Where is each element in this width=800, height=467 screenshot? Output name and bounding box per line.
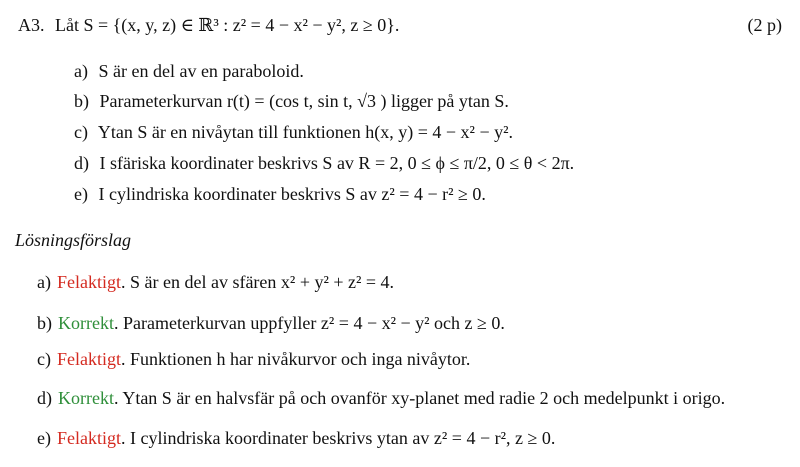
problem-statement [18,14,399,36]
statement-label: a) [74,61,88,81]
statement-text: S är en del av en paraboloid. [98,61,304,81]
problem-text: Låt S = {(x, y, z) ∈ ℝ³ : z² = 4 − x² − y², z ≥ 0}. [55,15,400,35]
solution-label: d) [37,388,52,408]
statement-text: Parameterkurvan r(t) = (cos t, sin t, √3 ) ligger på ytan S. [99,91,509,111]
verdict-false: Felaktigt [56,272,121,292]
solution-label: e) [37,428,51,448]
statement-text: I sfäriska koordinater beskrivs S av R = 2, 0 ≤ ϕ ≤ π/2, 0 ≤ θ < 2π. [99,153,575,173]
solution-label: c) [37,349,51,369]
solution-d [37,387,725,409]
solution-e [37,427,555,449]
verdict-true: Korrekt [58,313,114,333]
statement-text: I cylindriska koordinater beskrivs S av z² = 4 − r² ≥ 0. [98,184,486,204]
solution-text: . Parameterkurvan uppfyller z² = 4 − x² − y² och z ≥ 0. [113,313,505,333]
solution-text: . S är en del av sfären x² + y² + z² = 4. [120,272,395,292]
solution-label: b) [37,313,52,333]
solution-c [37,348,470,370]
solution-a [37,271,394,293]
verdict-true: Korrekt [58,388,114,408]
solution-text: . Ytan S är en halvsfär på och ovanför xy-planet med radie 2 och medelpunkt i origo. [113,388,726,408]
problem-number: A3. [18,15,45,35]
statement-label: b) [74,91,89,111]
verdict-false: Felaktigt [56,428,121,448]
statement-label: c) [74,122,88,142]
solution-heading: Lösningsförslag [15,230,132,250]
statement-d [74,152,574,174]
statement-label: e) [74,184,88,204]
solution-label: a) [37,272,51,292]
statement-b [74,90,509,112]
statement-c [74,121,513,143]
statement-text: Ytan S är en nivåytan till funktionen h(x, y) = 4 − x² − y². [97,122,514,142]
points-label: (2 p) [747,15,782,35]
solution-text: . I cylindriska koordinater beskrivs ytan av z² = 4 − r², z ≥ 0. [120,428,556,448]
statement-e [74,183,486,205]
statement-label: d) [74,153,89,173]
solution-text: . Funktionen h har nivåkurvor och inga nivåytor. [120,349,471,369]
statement-a [74,60,304,82]
solution-b [37,312,505,334]
verdict-false: Felaktigt [56,349,121,369]
